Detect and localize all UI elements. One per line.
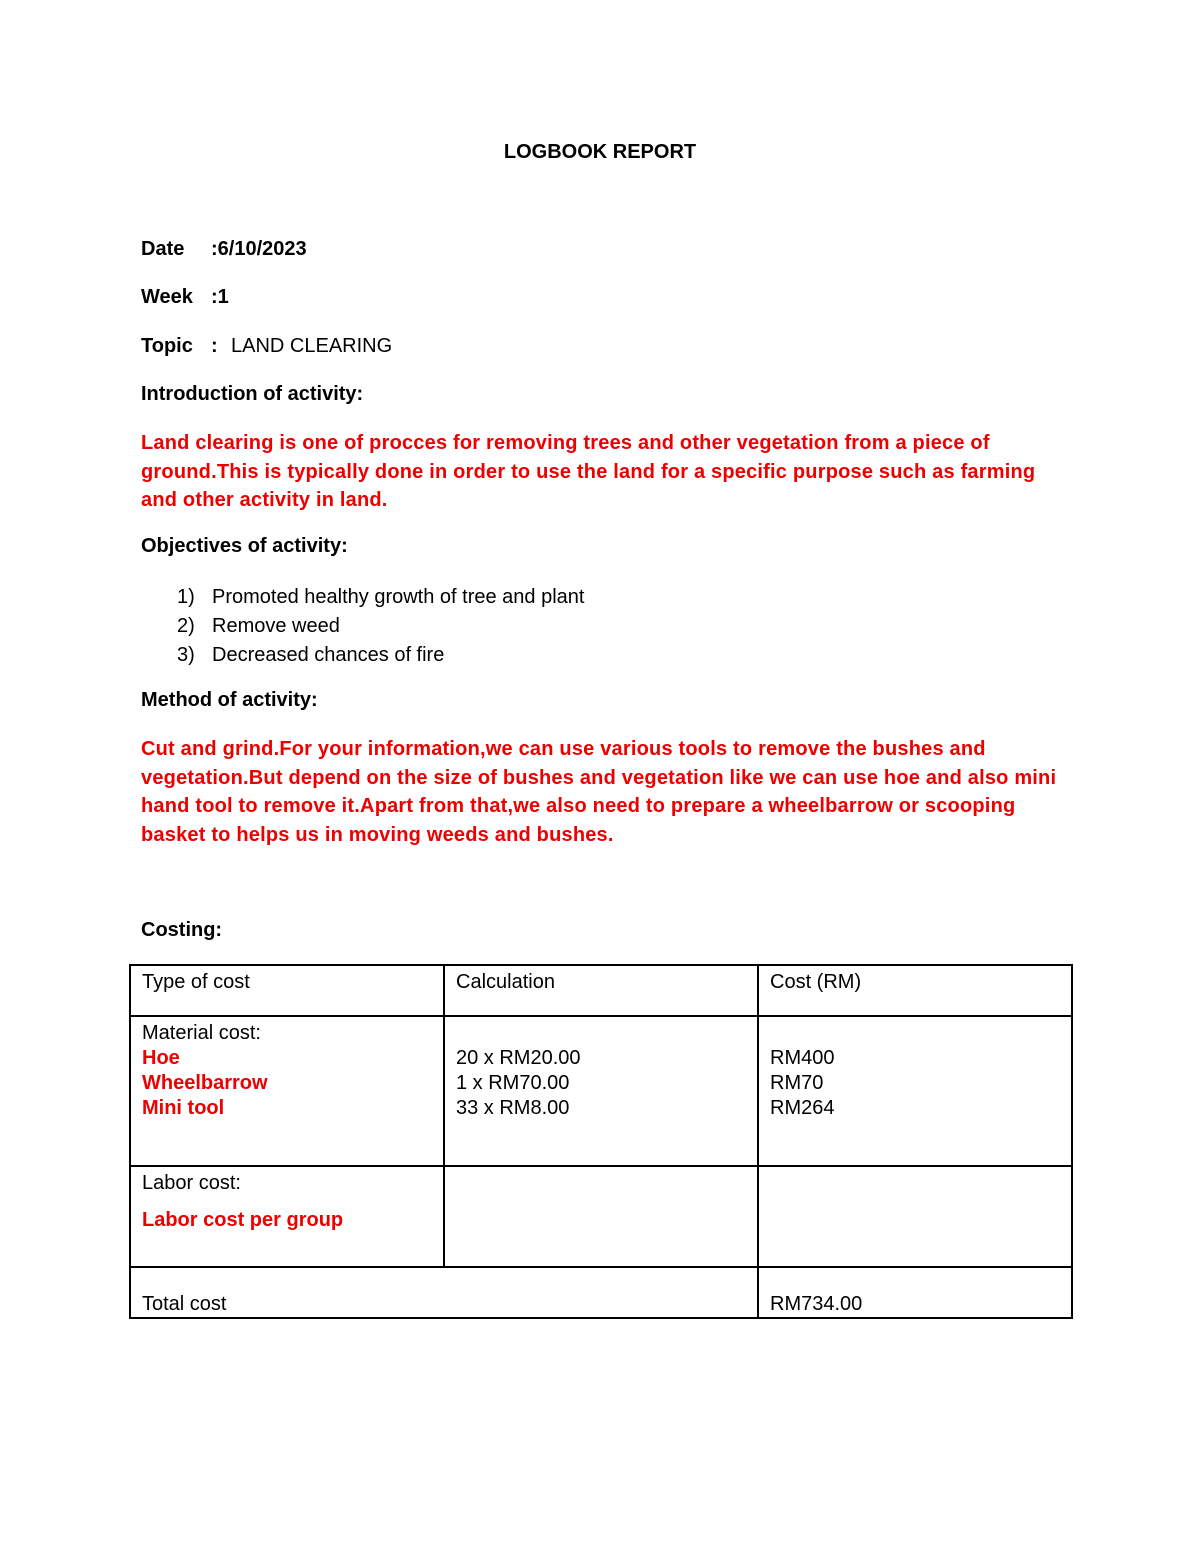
costing-heading: Costing: <box>141 919 223 941</box>
material-type-cell <box>130 1016 444 1166</box>
table-row-labor <box>130 1166 1072 1267</box>
list-item-text: Promoted healthy growth of tree and plant <box>212 586 585 608</box>
method-text: Cut and grind.For your information,we can use various tools to remove the bushes and vegetation.But depend on the size of bushes and vegetation like we can use hoe and also mini hand tool to remove it.Apart from that,we also need to prepare a wheelbarrow or scooping basket to helps us in moving weeds and bushes. <box>141 738 1057 846</box>
objectives-heading: Objectives of activity: <box>141 535 348 557</box>
list-item-text: Decreased chances of fire <box>212 644 445 666</box>
material-item-name: Hoe <box>142 1047 180 1069</box>
material-item-calc: 20 x RM20.00 <box>456 1047 581 1069</box>
header-type: Type of cost <box>130 965 444 1016</box>
date-field <box>141 238 307 261</box>
material-item-name: Wheelbarrow <box>142 1072 268 1094</box>
date-label: Date <box>141 238 185 260</box>
material-label: Material cost: <box>142 1022 261 1044</box>
material-item-cost: RM400 <box>770 1047 835 1069</box>
week-value: :1 <box>211 286 229 308</box>
costing-table <box>129 964 1073 1319</box>
labor-type-cell <box>130 1166 444 1267</box>
list-item <box>141 641 584 670</box>
list-item-text: Remove weed <box>212 615 340 637</box>
material-cost-cell <box>758 1016 1072 1166</box>
table-row-total <box>130 1267 1072 1318</box>
total-value: RM734.00 <box>758 1267 1072 1318</box>
topic-field <box>141 335 392 358</box>
list-item-number: 1) <box>177 586 195 608</box>
list-item-number: 3) <box>177 644 195 666</box>
labor-label: Labor cost: <box>142 1172 241 1194</box>
table-row-material <box>130 1016 1072 1166</box>
date-value: :6/10/2023 <box>211 238 307 260</box>
topic-label: Topic <box>141 335 193 357</box>
introduction-heading: Introduction of activity: <box>141 383 364 405</box>
list-item <box>141 612 584 641</box>
week-label: Week <box>141 286 193 308</box>
list-item <box>141 583 584 612</box>
topic-value: LAND CLEARING <box>231 335 393 357</box>
material-item-name: Mini tool <box>142 1097 225 1119</box>
labor-cost-cell <box>758 1166 1072 1267</box>
material-item-calc: 33 x RM8.00 <box>456 1097 570 1119</box>
introduction-text: Land clearing is one of procces for removing trees and other vegetation from a piece of ground.This is typically done in order to use the land for a specific purpose such as farming and other activity in land. <box>141 432 1036 511</box>
labor-item: Labor cost per group <box>142 1209 344 1231</box>
table-header-row <box>130 965 1072 1016</box>
total-label: Total cost <box>130 1267 758 1318</box>
header-cost: Cost (RM) <box>758 965 1072 1016</box>
labor-calc-cell <box>444 1166 758 1267</box>
material-item-calc: 1 x RM70.00 <box>456 1072 570 1094</box>
page-title: LOGBOOK REPORT <box>503 141 697 163</box>
week-field <box>141 286 229 309</box>
objectives-list <box>141 583 584 670</box>
material-item-cost: RM70 <box>770 1072 824 1094</box>
method-heading: Method of activity: <box>141 689 318 711</box>
topic-colon: : <box>211 335 218 357</box>
material-calc-cell <box>444 1016 758 1166</box>
list-item-number: 2) <box>177 615 195 637</box>
header-calculation: Calculation <box>444 965 758 1016</box>
material-item-cost: RM264 <box>770 1097 835 1119</box>
